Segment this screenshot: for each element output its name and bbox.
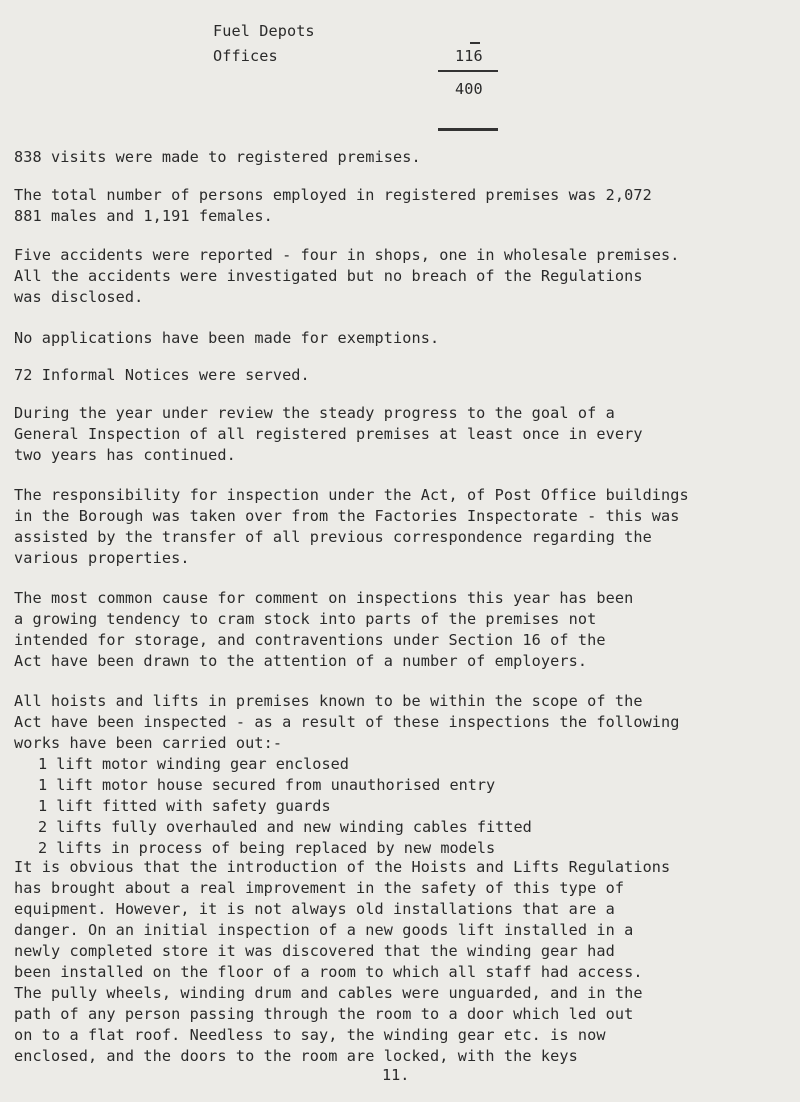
- list-item: 1 lift motor winding gear enclosed: [38, 755, 349, 773]
- total-value: 400: [455, 80, 483, 98]
- paragraph-informal-notices: 72 Informal Notices were served.: [14, 366, 310, 384]
- row-label-offices: Offices: [213, 47, 278, 65]
- subtotal-rule: [438, 70, 498, 72]
- list-item: 2 lifts fully overhauled and new winding cables fitted: [38, 818, 532, 836]
- paragraph-persons-employed: The total number of persons employed in registered premises was 2,072 881 males and 1,191 females.: [14, 186, 652, 225]
- total-rule: [438, 128, 498, 131]
- paragraph-general-inspection: During the year under review the steady progress to the goal of a General Inspection of all registered premises at least once in every two years has continued.: [14, 404, 643, 464]
- row-value-fuel-depots: [468, 30, 477, 48]
- paragraph-visits: 838 visits were made to registered premises.: [14, 148, 421, 166]
- paragraph-hoists-lifts: All hoists and lifts in premises known to be within the scope of the Act have been inspected - as a result of these inspections the following works have been carried out:-: [14, 692, 680, 752]
- row-label-fuel-depots: Fuel Depots: [213, 22, 315, 40]
- list-item: 1 lift motor house secured from unauthorised entry: [38, 776, 496, 794]
- page-number: 11.: [382, 1066, 410, 1084]
- paragraph-hoists-regulations: It is obvious that the introduction of the Hoists and Lifts Regulations has brought about a real improvement in the safety of this type of equipment. However, it is not always old installations that are a danger. On an initial inspection of a new goods lift installed in a newly completed store it was discovered that the winding gear had been installed on the floor of a room to which all staff had access. The pully wheels, winding drum and cables were unguarded, and in the path of any person passing through the room to a door which led out on to a flat roof. Needless to say, the winding gear etc. is now enclosed, and the doors to the room are locked, with the keys: [14, 858, 671, 1065]
- works-list: [38, 754, 532, 859]
- list-item: 1 lift fitted with safety guards: [38, 797, 331, 815]
- row-value-offices: 116: [455, 47, 483, 65]
- paragraph-exemptions: No applications have been made for exemptions.: [14, 329, 440, 347]
- paragraph-post-office-buildings: The responsibility for inspection under the Act, of Post Office buildings in the Borough was taken over from the Factories Inspectorate - this was assisted by the transfer of all previous correspondence regarding the various properties.: [14, 486, 689, 567]
- paragraph-storage-comment: The most common cause for comment on inspections this year has been a growing tendency to cram stock into parts of the premises not intended for storage, and contraventions under Section 16 of the Act have been drawn to the attention of a number of employers.: [14, 589, 634, 670]
- list-item: 2 lifts in process of being replaced by new models: [38, 839, 496, 857]
- paragraph-accidents: Five accidents were reported - four in shops, one in wholesale premises. All the accidents were investigated but no breach of the Regulations was disclosed.: [14, 246, 680, 306]
